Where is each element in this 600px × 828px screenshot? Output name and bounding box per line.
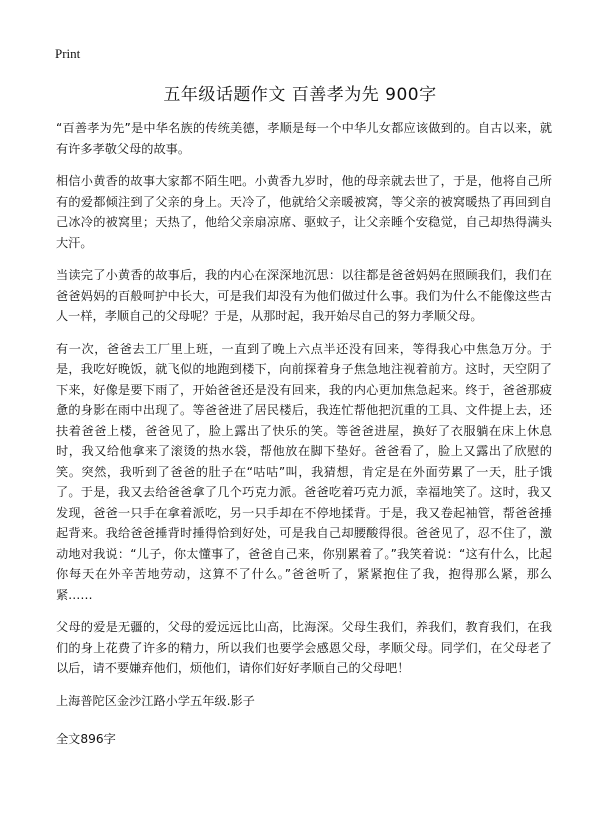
word-count: 全文896字 (56, 732, 116, 746)
paragraph-conclusion: 父母的爱是无疆的，父母的爱远远比山高，比海深。父母生我们，养我们，教育我们，在我们的身上花费了许多的精力，所以我们也要学会感恩父母，孝顺父母。同学们，在父母老了以后，请不要嫌弃他们，烦他们，请你们好好孝顺自己的父母吧！ (56, 620, 552, 675)
print-link[interactable]: Print (55, 46, 81, 61)
paragraph-personal-story: 有一次，爸爸去工厂里上班，一直到了晚上六点半还没有回来，等得我心中焦急万分。于是，我吃好晚饭，就飞似的地跑到楼下，向前探着身子焦急地注视着前方。这时，天空阴了下来，好像是要下雨了，开始爸爸还是没有回来，我的内心更加焦急起来。终于，爸爸那疲惫的身影在雨中出现了。等爸爸进了居民楼后，我连忙帮他把沉重的工具、文件提上去，还扶着爸爸上楼，爸爸见了，脸上露出了快乐的笑。等爸爸进屋，换好了衣服躺在床上休息时，我又给他拿来了滚烫的热水袋，帮他放在脚下垫好。爸爸看了，脸上又露出了欣慰的笑。突然，我听到了爸爸的肚子在“咕咕”叫，我猜想，肯定是在外面劳累了一天，肚子饿了。于是，我又去给爸爸拿了几个巧克力派。爸爸吃着巧克力派，幸福地笑了。这时，我又发现，爸爸一只手在拿着派吃，另一只手却在不停地揉背。于是，我又卷起袖管，帮爸爸捶起背来。我给爸爸捶背时捶得恰到好处，可是我自己却腰酸得很。爸爸见了，忍不住了，激动地对我说：“儿子，你太懂事了，爸爸自己来，你别累着了。”我笑着说：“这有什么，比起你每天在外辛苦地劳动，这算不了什么。”爸爸听了，紧紧抱住了我，抱得那么紧，那么紧…… (56, 341, 552, 602)
author-byline: 上海普陀区金沙江路小学五年级.影子 (56, 693, 255, 708)
paragraph-huangxiang-story: 相信小黄香的故事大家都不陌生吧。小黄香九岁时，他的母亲就去世了，于是，他将自己所有的爱都倾注到了父亲的身上。天冷了，他就给父亲暖被窝，等父亲的被窝暖热了再回到自己冰冷的被窝里；天热了，他给父亲扇凉席、驱蚊子，让父亲睡个安稳觉，自己却热得满头大汗。 (56, 174, 552, 250)
article-title: 五年级话题作文 百善孝为先 900字 (163, 85, 437, 105)
paragraph-intro: “百善孝为先”是中华名族的传统美德，孝顺是每一个中华儿女都应该做到的。自古以来，就有许多孝敬父母的故事。 (56, 121, 552, 156)
article-body (56, 118, 552, 750)
paragraph-reflection: 当读完了小黄香的故事后，我的内心在深深地沉思：以往都是爸爸妈妈在照顾我们，我们在爸爸妈妈的百般呵护中长大，可是我们却没有为他们做过什么事。我们为什么不能像这些古人一样，孝顺自己的父母呢？于是，从那时起，我开始尽自己的努力孝顺父母。 (56, 268, 552, 323)
